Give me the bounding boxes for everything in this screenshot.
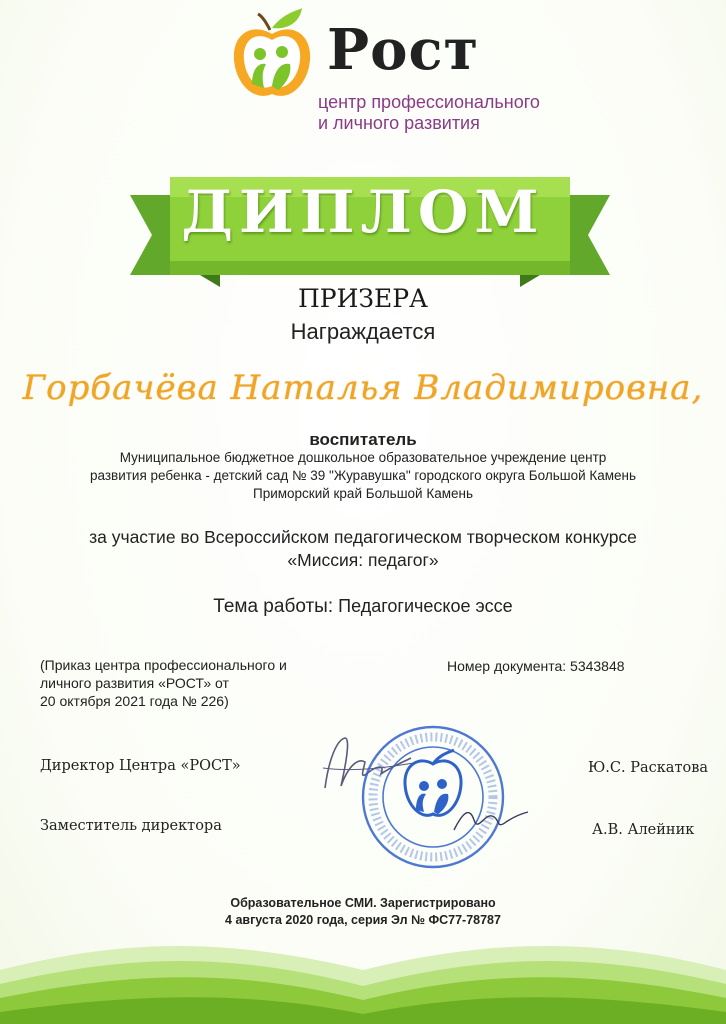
order-line-2: личного развития «РОСТ» от — [40, 675, 229, 691]
director-name: Ю.С. Раскатова — [588, 760, 709, 776]
org-line-3: Приморский край Большой Камень — [252, 486, 473, 501]
topic-value: Педагогическое эссе — [338, 596, 513, 616]
order-reference — [40, 656, 360, 710]
tagline-line-1: центр профессионального — [318, 92, 540, 112]
official-stamp — [360, 724, 506, 870]
topic-label: Тема работы: — [213, 596, 334, 617]
organization — [80, 449, 646, 503]
recipient-position: воспитатель — [309, 430, 417, 449]
deputy-signature — [450, 800, 530, 840]
director-title: Директор Центра «РОСТ» — [40, 758, 241, 774]
org-line-2: развития ребенка - детский сад № 39 "Журавушка" городского округа Большой Камень — [89, 468, 637, 483]
document-number: Номер документа: 5343848 — [447, 658, 625, 674]
contest-line-1: за участие во Всероссийском педагогическом творческом конкурсе — [89, 527, 637, 547]
diploma-subtitle: ПРИЗЕРА — [297, 284, 428, 313]
contest-description — [0, 526, 726, 572]
order-line-1: (Приказ центра профессионального и — [40, 657, 287, 673]
apple-people-icon — [222, 4, 322, 104]
media-registration — [0, 895, 726, 929]
order-line-3: 20 октября 2021 года № 226) — [40, 693, 229, 709]
awarded-label: Награждается — [290, 319, 436, 344]
recipient-name: Горбачёва Наталья Владимировна, — [22, 368, 704, 408]
diploma-title: ДИПЛОМ — [181, 178, 545, 246]
deputy-name: А.В. Алейник — [592, 822, 695, 838]
smi-line-2: 4 августа 2020 года, серия Эл № ФС77-78787 — [225, 913, 501, 927]
brand-tagline — [318, 92, 540, 134]
tagline-line-2: и личного развития — [318, 113, 480, 133]
contest-name: «Миссия: педагог» — [287, 550, 439, 570]
deputy-title: Заместитель директора — [40, 818, 222, 834]
work-topic — [0, 596, 726, 618]
org-line-1: Муниципальное бюджетное дошкольное образовательное учреждение центр — [119, 450, 607, 465]
brand-name: Рост — [327, 17, 480, 83]
smi-line-1: Образовательное СМИ. Зарегистрировано — [230, 896, 496, 910]
